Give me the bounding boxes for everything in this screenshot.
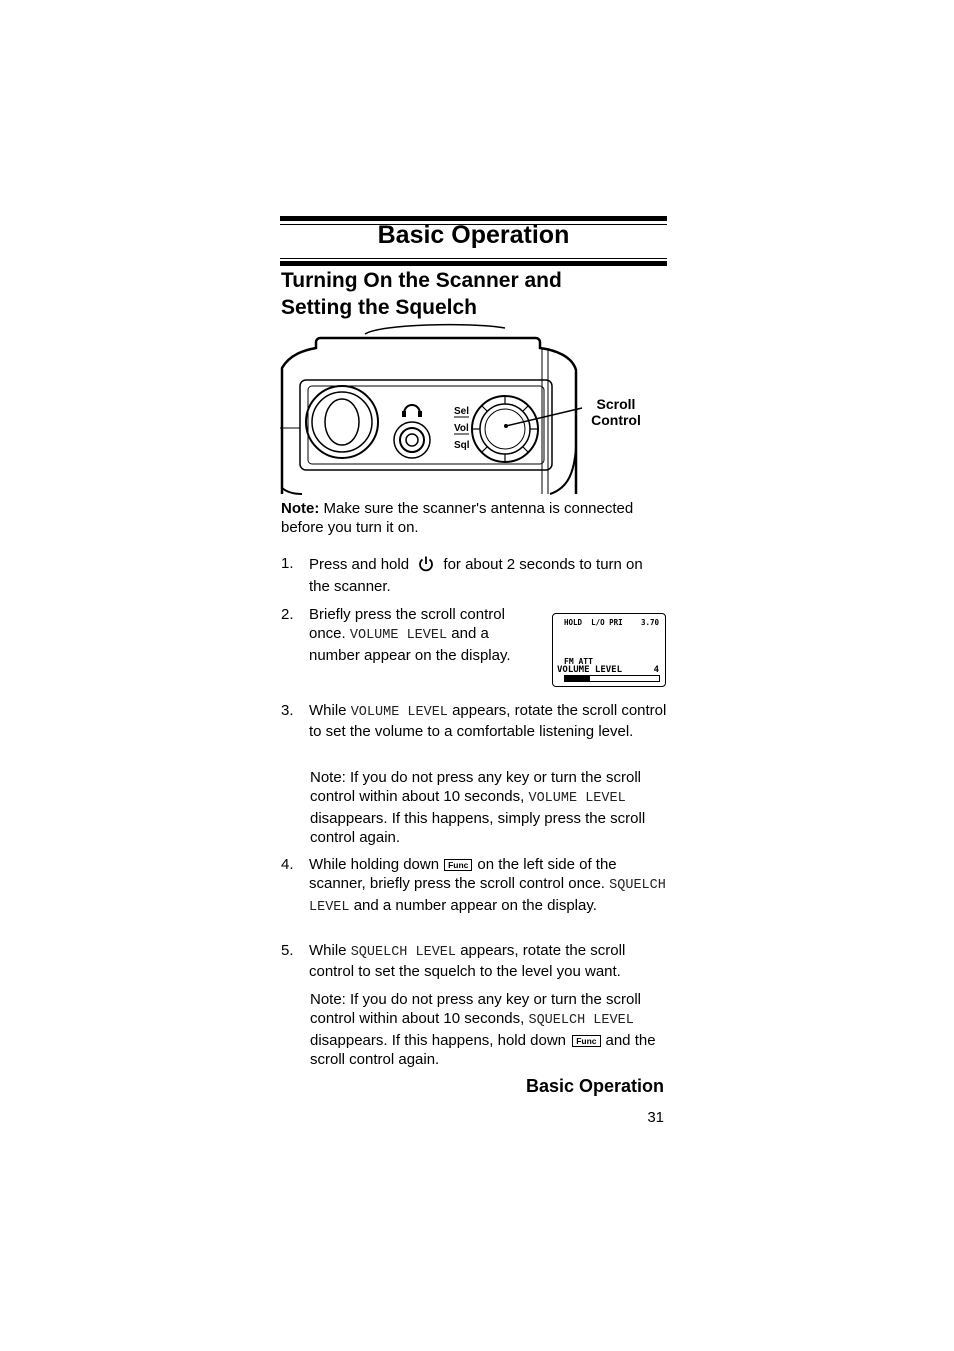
section-title-line-1: Turning On the Scanner and (281, 269, 562, 292)
step-text: appears, rotate the scroll control to set the squelch to the level you want. (309, 942, 626, 981)
note-text: Note: If you do not press any key or turn the scroll control within about 10 seconds, (310, 991, 641, 1028)
step-text: While holding down (309, 856, 440, 873)
step-text: appears, rotate the scroll control to set the volume to a comfortable listening level. (309, 702, 667, 741)
note-lead: Note: (281, 500, 320, 517)
step-text: for about 2 seconds to turn on the scanner. (309, 556, 643, 595)
note-text: Make sure the scanner's antenna is connected before you turn it on. (281, 500, 634, 537)
display-text: VOLUME LEVEL (349, 628, 448, 644)
header-rule-bottom (280, 261, 667, 266)
display-text: SQUELCH LEVEL (309, 878, 666, 915)
step-text: Press and hold (309, 556, 410, 573)
step-number: 5. (281, 942, 294, 959)
header-rule-bottom-thin (280, 258, 667, 259)
lcd-fm-att: FM ATT (564, 657, 593, 666)
func-key-icon: Func (572, 1035, 600, 1047)
note-text: Note: If you do not press any key or turn the scroll control within about 10 seconds, (310, 769, 641, 806)
step-text: Briefly press the scroll control once. (309, 606, 505, 643)
section-title (281, 267, 562, 321)
callout-scroll: Scroll (596, 396, 636, 412)
step-text: While (309, 942, 347, 959)
step-2 (281, 605, 531, 665)
display-text: SQUELCH LEVEL (528, 1013, 634, 1029)
step-number: 4. (281, 856, 294, 873)
callout-control: Control (591, 412, 641, 428)
step-number: 1. (281, 555, 294, 572)
step-text: on the left side of the scanner, briefly press the scroll control once. (309, 856, 617, 893)
page-number: 31 (647, 1109, 664, 1126)
label-sel: Sel (454, 406, 470, 417)
sub-note-1 (310, 768, 666, 847)
step-number: 2. (281, 606, 294, 623)
lcd-display (552, 613, 666, 687)
display-text: VOLUME LEVEL (350, 705, 448, 720)
scanner-top-illustration (280, 318, 660, 498)
func-key-icon: Func (444, 859, 472, 871)
step-text: and a number appear on the display. (309, 625, 511, 664)
note-text: disappears. If this happens, hold down (310, 1031, 567, 1049)
label-vol: Vol (454, 423, 469, 434)
note-text: and the scroll control again. (310, 1031, 656, 1068)
chapter-title: Basic Operation (377, 221, 570, 249)
lcd-volume-label: VOLUME LEVEL (557, 665, 623, 675)
step-5 (281, 941, 667, 981)
display-text: SQUELCH LEVEL (350, 945, 457, 960)
power-icon (417, 555, 435, 573)
antenna-note (281, 499, 667, 538)
lcd-status-row: HOLD L/O PRI (564, 618, 623, 627)
label-sql: Sql (454, 440, 470, 451)
lcd-level-bar (564, 675, 660, 682)
step-text: and a number appear on the display. (353, 896, 597, 914)
step-number: 3. (281, 702, 294, 719)
section-title-line-2: Setting the Squelch (281, 296, 478, 319)
step-3 (281, 701, 667, 761)
lcd-frequency: 3.70 (640, 618, 659, 627)
scroll-control-knob[interactable] (472, 396, 538, 462)
step-1 (281, 554, 667, 598)
note-text: disappears. If this happens, simply press the scroll control again. (310, 809, 646, 846)
display-text: VOLUME LEVEL (528, 791, 626, 807)
lcd-level-fill (565, 676, 590, 681)
lcd-volume-value: 4 (653, 665, 659, 675)
footer-title: Basic Operation (525, 1076, 664, 1096)
step-4 (281, 855, 667, 935)
sub-note-2 (310, 990, 666, 1069)
step-text: While (309, 702, 347, 719)
